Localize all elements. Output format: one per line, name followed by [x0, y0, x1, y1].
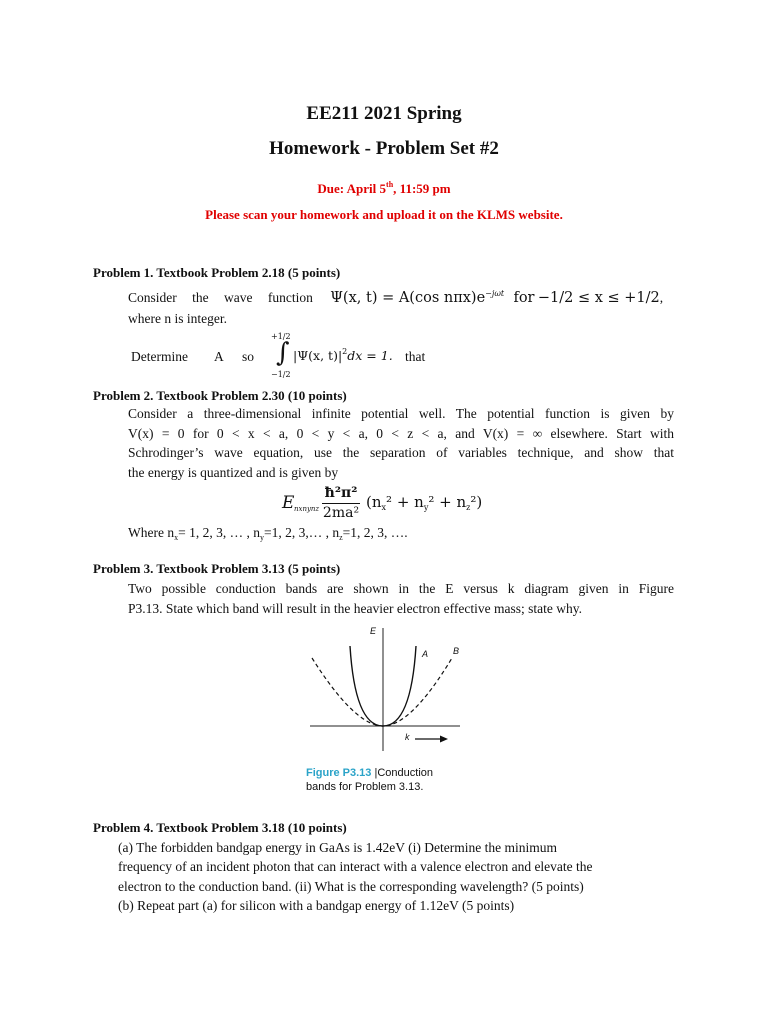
band-b-label: B	[453, 646, 460, 656]
figure-caption: Figure P3.13 |Conduction bands for Problem 3.13.	[306, 767, 433, 793]
problem-4-line-4: (b) Repeat part (a) for silicon with a bandgap energy of 1.12eV (5 points)	[118, 898, 515, 913]
problem-4-line-1: (a) The forbidden bandgap energy in GaAs is 1.42eV (i) Determine the minimum	[118, 840, 558, 855]
problem-4-line-3: electron to the conduction band. (ii) What is the corresponding wavelength? (5 points)	[118, 879, 584, 894]
problem-3-heading: Problem 3. Textbook Problem 3.13 (5 points)	[93, 561, 341, 576]
problem-3-line-1: Two possible conduction bands are shown in the E versus k diagram given in Figure	[128, 581, 674, 596]
so-word: so	[242, 349, 255, 364]
k-arrow-icon	[440, 736, 448, 743]
band-a-label: A	[422, 649, 429, 659]
problem-2-line-4: the energy is quantized and is given by	[128, 465, 339, 480]
band-b-curve	[312, 658, 452, 726]
fraction-bar	[322, 503, 360, 504]
wave-function-equation: Ψ(x, t) = A(cos $n\pi x)e^{-j\omega t}$	[330, 289, 505, 306]
due-date: Due: April 5th, 11:59 pm	[317, 180, 451, 196]
problem-1-line-2: where n is integer.	[128, 311, 227, 326]
k-axis-label: k	[405, 732, 410, 742]
determine-word: Determine	[131, 349, 188, 364]
problem-3-line-2: P3.13. State which band will result in the heavier electron effective mass; state why.	[128, 601, 582, 616]
that-word: that	[405, 349, 426, 364]
normalization-integral: +1/2 ∫ −1/2 |Ψ(x, $t)|^2dx = 1$.	[271, 332, 393, 379]
quantum-numbers-line: Where $n_x= 1$, 2, 3, … , $n_y=1$, 2, 3,… , $n_z=1$, 2, 3, ….	[128, 525, 408, 542]
e-axis-label: E	[370, 626, 377, 636]
problem-1-heading: Problem 1. Textbook Problem 2.18 (5 points)	[93, 265, 341, 280]
upload-instruction: Please scan your homework and upload it on the KLMS website.	[205, 207, 563, 222]
problem-2-line-3: Schrodinger’s wave equation, use the separation of variables technique, and show that	[128, 445, 674, 460]
problem-2-line-1: Consider a three-dimensional infinite potential well. The potential function is given by	[128, 406, 674, 421]
integral-sign-icon: ∫	[276, 338, 290, 368]
problem-4-line-2: frequency of an incident photon that can interact with a valence electron and elevate the	[118, 859, 593, 874]
page-title: Homework - Problem Set #2	[269, 138, 499, 159]
problem-2-line-2: V(x) = 0 for 0 < x < a, 0 < y < a, 0 < z < a, and V(x) = ∞ elsewhere. Start with	[128, 426, 674, 441]
course-title: EE211 2021 Spring	[306, 103, 462, 124]
problem-2-heading: Problem 2. Textbook Problem 2.30 (10 points)	[93, 388, 347, 403]
constant-a: A	[214, 349, 224, 364]
problem-1-line-1: Consider the wave function Ψ(x, t) = A(cos $n\pi x)e^{-j\omega t}$ for −1/2 ≤ x ≤ +1/2,	[128, 289, 664, 306]
figure-p3-13	[300, 618, 468, 796]
problem-4-heading: Problem 4. Textbook Problem 3.18 (10 points)	[93, 820, 347, 835]
